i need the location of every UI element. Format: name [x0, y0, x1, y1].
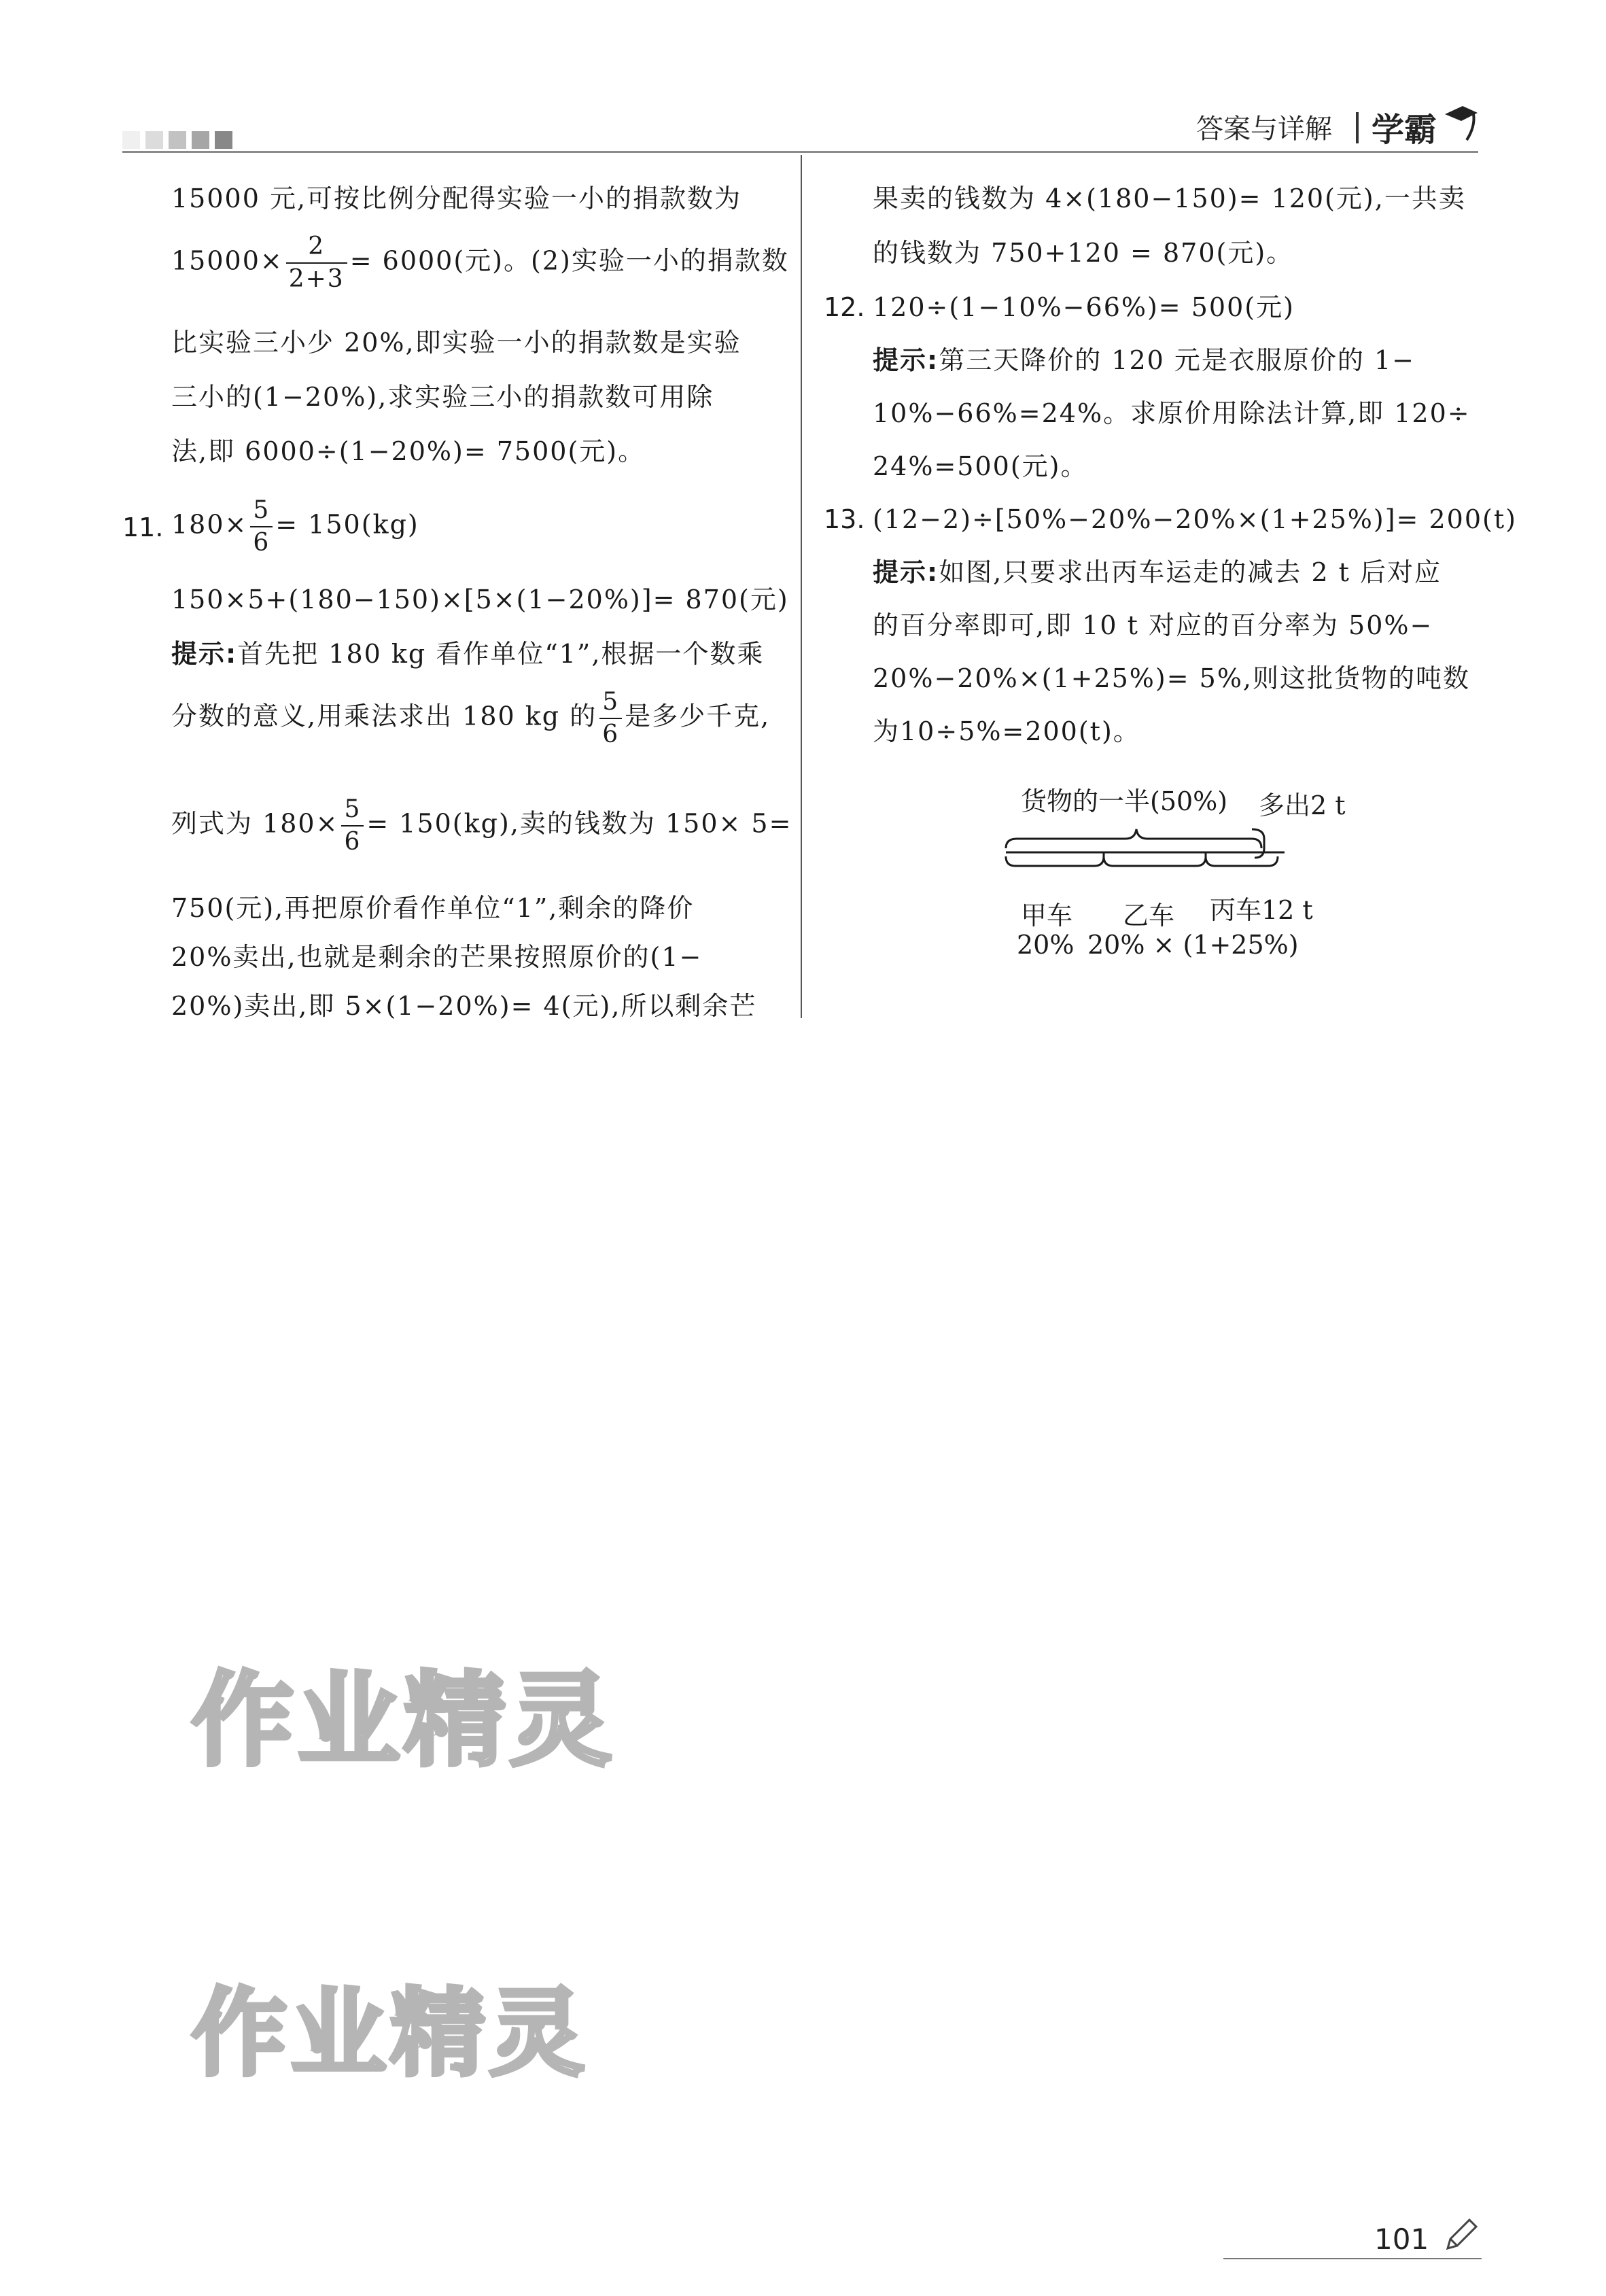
hint-11-line: 分数的意义,用乘法求出 180 kg 的 $\frac{5}{6}$ 是多少千克, [171, 686, 770, 750]
graduation-cap-icon [1439, 95, 1480, 143]
hint-11-line: 20%卖出,也就是剩余的芒果按照原价的(1− [171, 942, 703, 972]
hint-13-line: 为10÷5%=200(t)。 [873, 716, 1140, 746]
question-number-13: 13. [824, 504, 865, 534]
watermark: 作业精灵 [192, 1979, 589, 2089]
hint-13-line: 提示:如图,只要求出丙车运走的减去 2 t 后对应 [873, 557, 1442, 587]
header-decor-square [122, 131, 140, 149]
answer-10-line: 三小的(1−20%),求实验三小的捐款数可用除 [171, 382, 714, 412]
answer-11-continued-line: 的钱数为 750+120 = 870(元)。 [873, 238, 1294, 268]
fraction: $\frac{5}{6}$ [599, 686, 622, 750]
header-decor-square [192, 131, 209, 149]
fraction: $\frac{5}{6}$ [341, 794, 364, 858]
hint-11-line: 提示:首先把 180 kg 看作单位“1”,根据一个数乘 [171, 639, 765, 669]
hint-label: 提示: [873, 557, 939, 587]
hint-label: 提示: [873, 345, 939, 375]
diagram-label-car-a: 甲车 [1021, 901, 1073, 930]
hint-label: 提示: [171, 639, 238, 669]
header-decor-square [215, 131, 232, 149]
hint-13-line: 20%−20%×(1+25%)= 5%,则这批货物的吨数 [873, 663, 1471, 693]
pencil-icon [1442, 2216, 1480, 2254]
diagram-label-pct-a: 20% [1017, 930, 1075, 960]
hint-11-line: 20%)卖出,即 5×(1−20%)= 4(元),所以剩余芒 [171, 991, 757, 1021]
diagram-label-car-b: 乙车 [1123, 901, 1175, 930]
page-number: 101 [1374, 2223, 1429, 2256]
hint-11-line: 列式为 180× $\frac{5}{6}$ = 150(kg),卖的钱数为 150× 5= [171, 794, 792, 858]
answer-13-line: (12−2)÷[50%−20%−20%×(1+25%)]= 200(t) [873, 504, 1517, 534]
fraction: $\frac{5}{6}$ [250, 495, 273, 559]
answer-11-line: 180× $\frac{5}{6}$ = 150(kg) [171, 495, 419, 559]
footer-rule [1223, 2258, 1482, 2259]
answer-11-continued-line: 果卖的钱数为 4×(180−150)= 120(元),一共卖 [873, 184, 1466, 213]
diagram-label-pct-b: 20% × (1+25%) [1087, 930, 1299, 960]
diagram-brackets [999, 822, 1298, 897]
answer-10-line: 比实验三小少 20%,即实验一小的捐款数是实验 [171, 328, 741, 358]
answer-11-line: 150×5+(180−150)×[5×(1−20%)]= 870(元) [171, 585, 789, 614]
hint-11-line: 750(元),再把原价看作单位“1”,剩余的降价 [171, 893, 695, 923]
answer-10-line: 法,即 6000÷(1−20%)= 7500(元)。 [171, 436, 646, 466]
question-number-11: 11. [122, 512, 164, 542]
answer-10-line: 15000 元,可按比例分配得实验一小的捐款数为 [171, 184, 742, 213]
diagram-label-extra: 多出2 t [1259, 790, 1346, 820]
hint-12-line: 10%−66%=24%。求原价用除法计算,即 120÷ [873, 398, 1471, 428]
diagram-label-car-c: 丙车12 t [1210, 895, 1313, 925]
header-decor-square [145, 131, 163, 149]
diagram-label-half: 货物的一半(50%) [1021, 786, 1228, 816]
header-separator [1356, 112, 1359, 143]
header-decor-square [169, 131, 186, 149]
column-divider [801, 155, 802, 1018]
answer-10-line: 15000× $\frac{2}{2+3}$ = 6000(元)。(2)实验一小的捐款数 [171, 231, 789, 295]
header-rule [122, 151, 1478, 153]
hint-13-line: 的百分率即可,即 10 t 对应的百分率为 50%− [873, 610, 1433, 640]
fraction: $\frac{2}{2+3}$ [286, 231, 347, 295]
header-title: 答案与详解 [1196, 114, 1332, 145]
watermark: 作业精灵 [192, 1662, 616, 1780]
hint-12-line: 提示:第三天降价的 120 元是衣服原价的 1− [873, 345, 1415, 375]
hint-12-line: 24%=500(元)。 [873, 451, 1088, 481]
header-brand: 学霸 [1372, 111, 1437, 149]
answer-12-line: 120÷(1−10%−66%)= 500(元) [873, 292, 1295, 322]
question-number-12: 12. [824, 292, 865, 322]
